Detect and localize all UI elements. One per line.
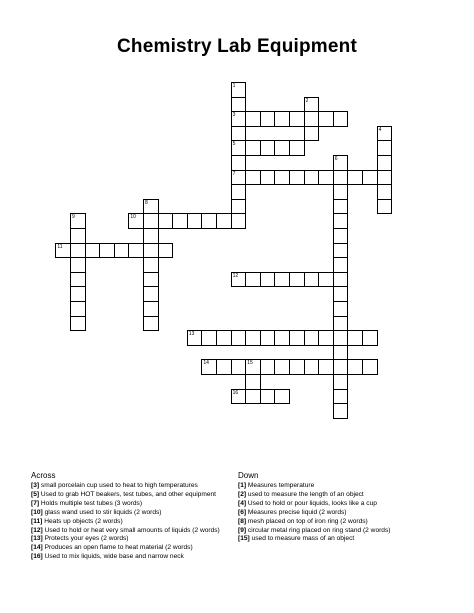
crossword-cell[interactable] xyxy=(304,272,320,288)
crossword-cell[interactable] xyxy=(158,213,174,229)
crossword-cell[interactable] xyxy=(260,140,276,156)
clue-across-12 xyxy=(31,527,229,536)
clue-text: used to measure the length of an object xyxy=(247,490,364,498)
clue-text: Used to mix liquids, wide base and narrow neck xyxy=(44,553,184,561)
clue-text: circular metal ring placed on ring stand (2 words) xyxy=(247,526,391,534)
crossword-cell[interactable] xyxy=(377,140,393,156)
down-clues xyxy=(238,471,453,544)
crossword-cell[interactable] xyxy=(172,213,188,229)
crossword-cell[interactable] xyxy=(55,243,71,259)
clue-number: [14] xyxy=(31,544,43,552)
crossword-cell[interactable] xyxy=(347,330,363,346)
crossword-cell[interactable] xyxy=(70,213,86,229)
clue-number: [5] xyxy=(31,490,40,498)
crossword-cell[interactable] xyxy=(231,111,247,127)
crossword-cell[interactable] xyxy=(333,389,349,405)
crossword-cell[interactable] xyxy=(70,243,86,259)
crossword-cell[interactable] xyxy=(245,272,261,288)
cell-number: 7 xyxy=(232,170,236,177)
crossword-cell[interactable] xyxy=(274,359,290,375)
crossword-cell[interactable] xyxy=(128,243,144,259)
crossword-cell[interactable] xyxy=(304,97,320,113)
clue-text: used to measure mass of an object xyxy=(251,535,355,543)
cell-number: 9 xyxy=(72,214,75,221)
crossword-cell[interactable] xyxy=(143,286,159,302)
across-clues xyxy=(31,471,229,562)
crossword-cell[interactable] xyxy=(289,111,305,127)
crossword-cell[interactable] xyxy=(99,243,115,259)
clue-number: [6] xyxy=(238,508,247,516)
cell-number: 6 xyxy=(334,156,338,162)
clue-down-2 xyxy=(238,491,453,500)
clue-across-16 xyxy=(31,553,229,562)
crossword-cell[interactable] xyxy=(333,330,349,346)
crossword-cell[interactable] xyxy=(187,330,203,346)
crossword-cell[interactable] xyxy=(216,359,232,375)
crossword-cell[interactable] xyxy=(245,111,261,127)
crossword-cell[interactable] xyxy=(377,184,393,200)
crossword-cell[interactable] xyxy=(231,213,247,229)
crossword-cell[interactable] xyxy=(70,228,86,244)
crossword-cell[interactable] xyxy=(333,345,349,361)
crossword-cell[interactable] xyxy=(362,330,378,346)
crossword-cell[interactable] xyxy=(245,374,261,390)
clue-number: [7] xyxy=(31,499,40,507)
across-heading: Across xyxy=(31,471,56,480)
crossword-cell[interactable] xyxy=(231,82,247,98)
crossword-cell[interactable] xyxy=(274,140,290,156)
clue-text: mesh placed on top of iron ring (2 words) xyxy=(247,517,368,525)
crossword-cell[interactable] xyxy=(201,213,217,229)
clue-number: [16] xyxy=(31,553,43,561)
clue-number: [15] xyxy=(238,535,250,543)
crossword-cell[interactable] xyxy=(245,330,261,346)
crossword-cell[interactable] xyxy=(216,213,232,229)
crossword-cell[interactable] xyxy=(333,228,349,244)
crossword-cell[interactable] xyxy=(231,97,247,113)
crossword-cell[interactable] xyxy=(274,330,290,346)
crossword-cell[interactable] xyxy=(304,330,320,346)
clue-text: Protects your eyes (2 words) xyxy=(44,535,129,543)
crossword-cell[interactable] xyxy=(318,170,334,186)
clue-across-5 xyxy=(31,491,229,500)
crossword-cell[interactable] xyxy=(274,272,290,288)
crossword-cell[interactable] xyxy=(377,155,393,171)
crossword-cell[interactable] xyxy=(260,389,276,405)
crossword-cell[interactable] xyxy=(231,140,247,156)
cell-number: 16 xyxy=(232,389,239,396)
clue-across-11 xyxy=(31,518,229,527)
clue-number: [9] xyxy=(238,526,247,534)
crossword-cell[interactable] xyxy=(304,111,320,127)
cell-number: 3 xyxy=(232,112,236,119)
crossword-cell[interactable] xyxy=(362,359,378,375)
down-heading: Down xyxy=(238,471,259,480)
crossword-cell[interactable] xyxy=(187,213,203,229)
crossword-cell[interactable] xyxy=(260,359,276,375)
crossword-cell[interactable] xyxy=(70,272,86,288)
cell-number: 1 xyxy=(232,83,236,89)
crossword-cell[interactable] xyxy=(274,389,290,405)
crossword-cell[interactable] xyxy=(231,272,247,288)
clue-number: [11] xyxy=(31,517,43,525)
clue-across-13 xyxy=(31,535,229,544)
crossword-cell[interactable] xyxy=(260,111,276,127)
clue-number: [13] xyxy=(31,535,43,543)
crossword-cell[interactable] xyxy=(333,243,349,259)
crossword-cell[interactable] xyxy=(143,213,159,229)
crossword-cell[interactable] xyxy=(333,403,349,419)
crossword-cell[interactable] xyxy=(347,170,363,186)
cell-number: 2 xyxy=(305,97,309,104)
puzzle-title: Chemistry Lab Equipment xyxy=(116,36,358,57)
crossword-cell[interactable] xyxy=(260,170,276,186)
cell-number: 4 xyxy=(378,126,382,133)
crossword-cell[interactable] xyxy=(231,170,247,186)
cell-number: 10 xyxy=(130,214,136,221)
crossword-cell[interactable] xyxy=(347,359,363,375)
crossword-cell[interactable] xyxy=(333,257,349,273)
crossword-cell[interactable] xyxy=(260,330,276,346)
crossword-cell[interactable] xyxy=(274,111,290,127)
crossword-cell[interactable] xyxy=(304,170,320,186)
clue-number: [8] xyxy=(238,517,247,525)
crossword-cell[interactable] xyxy=(333,184,349,200)
clue-down-6 xyxy=(238,509,453,518)
clue-number: [1] xyxy=(238,482,247,489)
clue-down-9 xyxy=(238,527,453,536)
clue-text: glass wand used to stir liquids (2 words) xyxy=(44,508,162,516)
clue-down-15 xyxy=(238,535,453,544)
crossword-cell[interactable] xyxy=(231,330,247,346)
clue-text: Measures temperature xyxy=(247,482,315,489)
crossword-cell[interactable] xyxy=(231,359,247,375)
crossword-cell[interactable] xyxy=(289,330,305,346)
crossword-cell[interactable] xyxy=(231,184,247,200)
crossword-cell[interactable] xyxy=(128,213,144,229)
crossword-cell[interactable] xyxy=(245,170,261,186)
crossword-cell[interactable] xyxy=(333,213,349,229)
clue-text: Used to grab HOT beakers, test tubes, and other equipment xyxy=(40,490,216,498)
crossword-cell[interactable] xyxy=(377,199,393,215)
crossword-cell[interactable] xyxy=(231,389,247,405)
clue-text: Measures precise liquid (2 words) xyxy=(247,508,347,516)
crossword-cell[interactable] xyxy=(231,126,247,142)
clue-across-7 xyxy=(31,500,229,509)
crossword-cell[interactable] xyxy=(201,359,217,375)
crossword-cell[interactable] xyxy=(143,243,159,259)
crossword-cell[interactable] xyxy=(289,170,305,186)
cell-number: 15 xyxy=(247,360,253,367)
crossword-cell[interactable] xyxy=(260,272,276,288)
clue-text: Used to hold or heat very small amounts of liquids (2 words) xyxy=(44,526,220,534)
crossword-cell[interactable] xyxy=(231,155,247,171)
crossword-cell[interactable] xyxy=(289,272,305,288)
clue-down-8 xyxy=(238,518,453,527)
crossword-cell[interactable] xyxy=(158,243,174,259)
cell-number: 13 xyxy=(188,331,195,338)
crossword-cell[interactable] xyxy=(304,126,320,142)
clue-number: [4] xyxy=(238,499,247,507)
crossword-cell[interactable] xyxy=(333,199,349,215)
cell-number: 12 xyxy=(232,272,239,279)
crossword-cell[interactable] xyxy=(333,286,349,302)
clue-text: Used to hold or pour liquids, looks like a cup xyxy=(247,499,377,507)
cell-number: 11 xyxy=(57,243,63,250)
clue-across-3 xyxy=(31,482,229,491)
crossword-cell[interactable] xyxy=(70,286,86,302)
crossword-cell[interactable] xyxy=(70,257,86,273)
crossword-cell[interactable] xyxy=(333,170,349,186)
crossword-cell[interactable] xyxy=(333,155,349,171)
crossword-cell[interactable] xyxy=(333,359,349,375)
crossword-cell[interactable] xyxy=(143,272,159,288)
crossword-cell[interactable] xyxy=(245,140,261,156)
crossword-cell[interactable] xyxy=(318,330,334,346)
cell-number: 8 xyxy=(145,199,148,206)
crossword-cell[interactable] xyxy=(114,243,130,259)
crossword-cell[interactable] xyxy=(333,272,349,288)
clue-number: [10] xyxy=(31,508,43,516)
clue-across-10 xyxy=(31,509,229,518)
crossword-cell[interactable] xyxy=(245,389,261,405)
crossword-cell[interactable] xyxy=(245,359,261,375)
crossword-cell[interactable] xyxy=(362,170,378,186)
crossword-cell[interactable] xyxy=(201,330,217,346)
crossword-cell[interactable] xyxy=(333,374,349,390)
crossword-cell[interactable] xyxy=(377,170,393,186)
clue-down-4 xyxy=(238,500,453,509)
clue-number: [12] xyxy=(31,526,43,534)
crossword-cell[interactable] xyxy=(70,301,86,317)
crossword-cell[interactable] xyxy=(143,257,159,273)
crossword-cell[interactable] xyxy=(70,316,86,332)
crossword-cell[interactable] xyxy=(231,199,247,215)
cell-number: 5 xyxy=(232,141,236,148)
crossword-cell[interactable] xyxy=(333,111,349,127)
clue-text: small porcelain cup used to heat to high temperatures xyxy=(40,482,198,489)
crossword-cell[interactable] xyxy=(333,301,349,317)
clue-number: [2] xyxy=(238,490,247,498)
crossword-cell[interactable] xyxy=(377,126,393,142)
clue-text: Heats up objects (2 words) xyxy=(44,517,123,525)
clue-number: [3] xyxy=(31,482,40,489)
clue-across-14 xyxy=(31,544,229,553)
crossword-cell[interactable] xyxy=(318,359,334,375)
crossword-cell[interactable] xyxy=(304,359,320,375)
crossword-cell[interactable] xyxy=(333,316,349,332)
crossword-cell[interactable] xyxy=(85,243,101,259)
crossword-cell[interactable] xyxy=(216,330,232,346)
clue-down-1 xyxy=(238,482,453,491)
crossword-cell[interactable] xyxy=(143,316,159,332)
cell-number: 14 xyxy=(203,360,209,367)
crossword-cell[interactable] xyxy=(143,199,159,215)
crossword-cell[interactable] xyxy=(289,140,305,156)
crossword-cell[interactable] xyxy=(318,111,334,127)
crossword-cell[interactable] xyxy=(289,359,305,375)
crossword-cell[interactable] xyxy=(318,272,334,288)
crossword-cell[interactable] xyxy=(143,228,159,244)
clue-text: Holds multiple test tubes (3 words) xyxy=(40,499,143,507)
clue-text: Produces an open flame to heat material (2 words) xyxy=(44,544,193,552)
crossword-cell[interactable] xyxy=(274,170,290,186)
crossword-cell[interactable] xyxy=(143,301,159,317)
